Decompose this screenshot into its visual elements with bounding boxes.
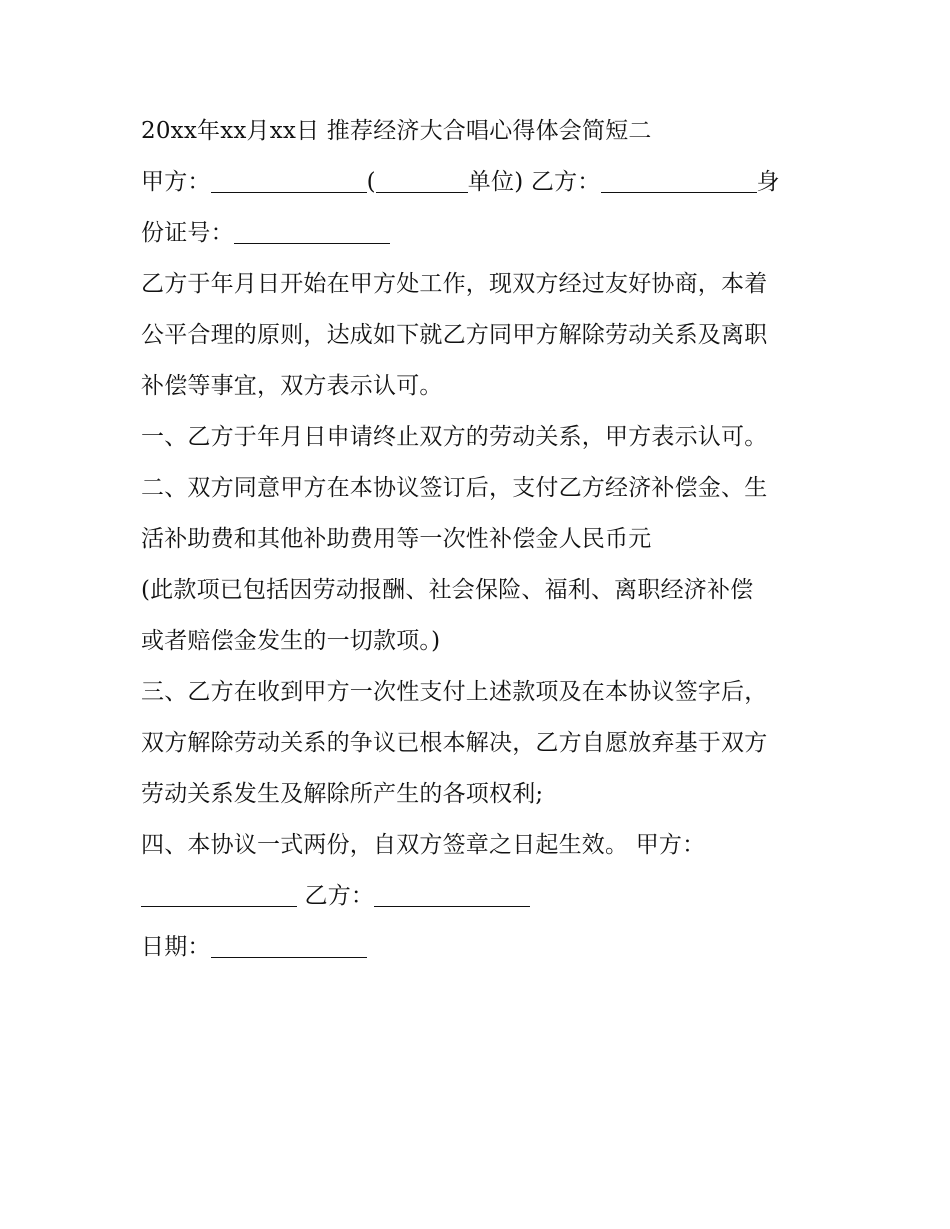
party-a-blank [211,168,367,193]
clause-2 [141,463,821,667]
id-line [141,208,821,259]
document-title: 20xx年xx月xx日 推荐经济大合唱心得体会简短二 [141,118,652,144]
paren-open: ( [366,169,376,195]
clause-3-line: 劳动关系发生及解除所产生的各项权利; [141,781,544,807]
unit-blank [376,168,468,193]
unit-label: 单位) [467,169,524,195]
intro-paragraph [141,259,821,412]
clause-3-line: 三、乙方在收到甲方一次性支付上述款项及在本协议签字后， [141,679,768,705]
party-b-label: 乙方： [523,169,601,195]
clause-4: 四、本协议一式两份，自双方签章之日起生效。 甲方： [141,832,706,858]
date-label: 日期： [141,934,211,960]
signature-line [141,871,821,922]
clause-1 [141,412,821,463]
intro-line: 公平合理的原则，达成如下就乙方同甲方解除劳动关系及离职 [141,322,768,348]
clause-2-line: (此款项已包括因劳动报酬、社会保险、福利、离职经济补偿 [141,577,754,603]
date-blank [211,933,367,958]
party-b-signature-blank [374,882,530,907]
intro-line: 乙方于年月日开始在甲方处工作，现双方经过友好协商，本着 [141,271,768,297]
clause-3-line: 双方解除劳动关系的争议已根本解决，乙方自愿放弃基于双方 [141,730,768,756]
party-b-blank [601,168,757,193]
date-line [141,922,821,973]
party-a-signature-blank [141,882,297,907]
clause-3 [141,667,821,820]
intro-line: 补偿等事宜，双方表示认可。 [141,373,443,399]
id-label-part2: 份证号： [141,220,234,246]
id-label-part1: 身 [756,169,780,195]
party-a-label: 甲方： [141,169,211,195]
clause-2-line: 或者赔偿金发生的一切款项。) [141,628,441,654]
party-line [141,157,821,208]
clause-2-line: 活补助费和其他补助费用等一次性补偿金人民币元 [141,526,652,552]
id-number-blank [234,219,390,244]
party-b-signature-label: 乙方： [297,883,375,909]
document-body [141,106,821,973]
clause-2-line: 二、双方同意甲方在本协议签订后，支付乙方经济补偿金、生 [141,475,768,501]
clause-1-line: 一、乙方于年月日申请终止双方的劳动关系，甲方表示认可。 [141,424,768,450]
